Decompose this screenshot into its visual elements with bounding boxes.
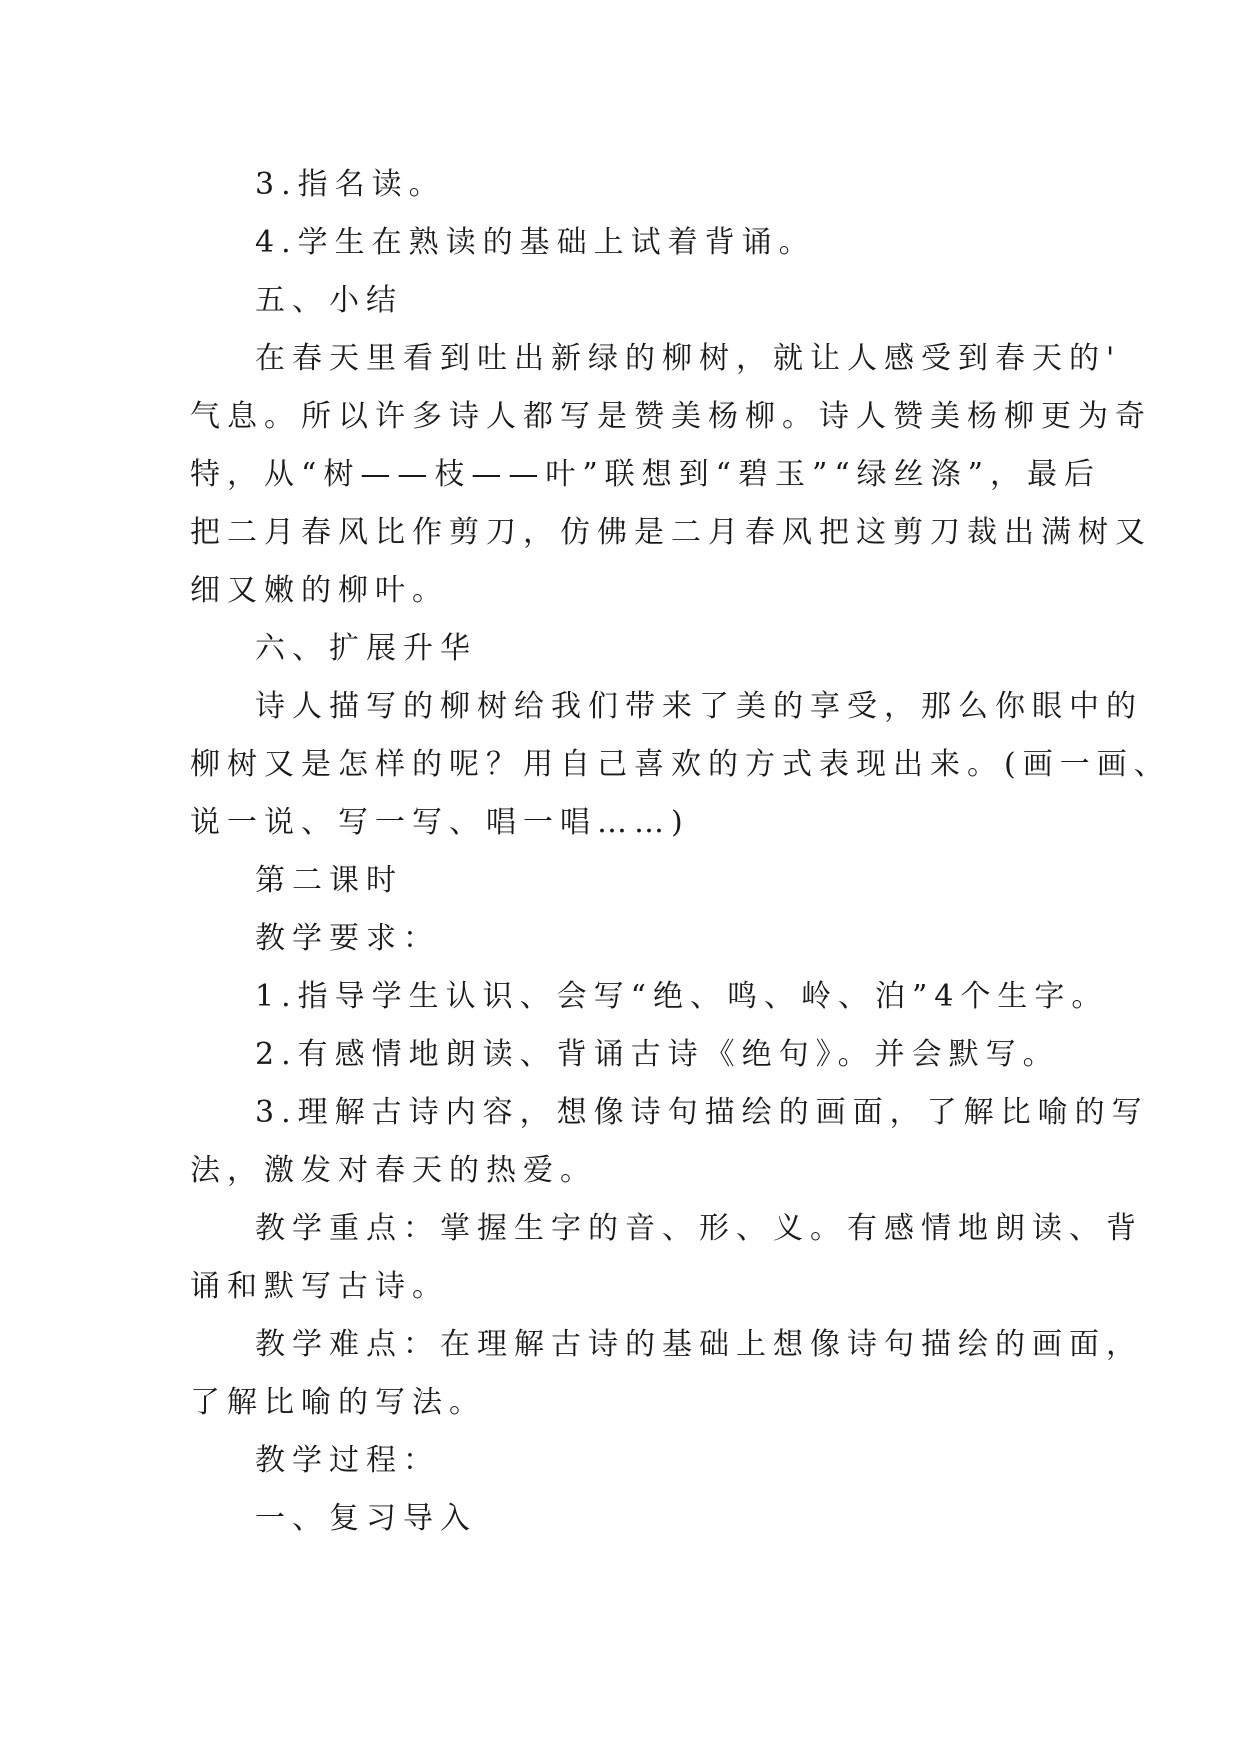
paragraph-line: 了解比喻的写法。 — [190, 1385, 486, 1420]
section-heading: 教学过程： — [255, 1443, 440, 1478]
text-line: 3.指名读。 — [255, 167, 446, 202]
text-line: 4.学生在熟读的基础上试着背诵。 — [255, 225, 816, 260]
paragraph-line: 诵和默写古诗。 — [190, 1269, 449, 1304]
section-heading: 六、扩展升华 — [255, 631, 477, 666]
list-item: 2.有感情地朗读、背诵古诗《绝句》。并会默写。 — [255, 1037, 1060, 1072]
list-item: 3.理解古诗内容，想像诗句描绘的画面，了解比喻的写 — [255, 1095, 1149, 1130]
paragraph-line: 教学重点：掌握生字的音、形、义。有感情地朗读、背 — [255, 1211, 1143, 1246]
paragraph-line: 特，从“树——枝——叶”联想到“碧玉”“绿丝涤”，最后 — [190, 457, 1102, 492]
paragraph-line: 把二月春风比作剪刀，仿佛是二月春风把这剪刀裁出满树又 — [190, 515, 1152, 550]
paragraph-line: 诗人描写的柳树给我们带来了美的享受，那么你眼中的 — [255, 689, 1143, 724]
section-heading: 一、复习导入 — [255, 1501, 477, 1536]
paragraph-line: 气息。所以许多诗人都写是赞美杨柳。诗人赞美杨柳更为奇 — [190, 399, 1152, 434]
list-item: 法，激发对春天的热爱。 — [190, 1153, 597, 1188]
paragraph-line: 说一说、写一写、唱一唱……) — [190, 805, 690, 840]
list-item: 1.指导学生认识、会写“绝、鸣、岭、泊”4个生字。 — [255, 979, 1109, 1014]
section-heading: 教学要求： — [255, 921, 440, 956]
section-heading: 五、小结 — [255, 283, 403, 318]
paragraph-line: 教学难点：在理解古诗的基础上想像诗句描绘的画面， — [255, 1327, 1143, 1362]
paragraph-line: 细又嫩的柳叶。 — [190, 573, 449, 608]
paragraph-line: 柳树又是怎样的呢？用自己喜欢的方式表现出来。(画一画、 — [190, 747, 1171, 782]
section-heading: 第二课时 — [255, 863, 403, 898]
paragraph-line: 在春天里看到吐出新绿的柳树，就让人感受到春天的' — [255, 341, 1122, 376]
